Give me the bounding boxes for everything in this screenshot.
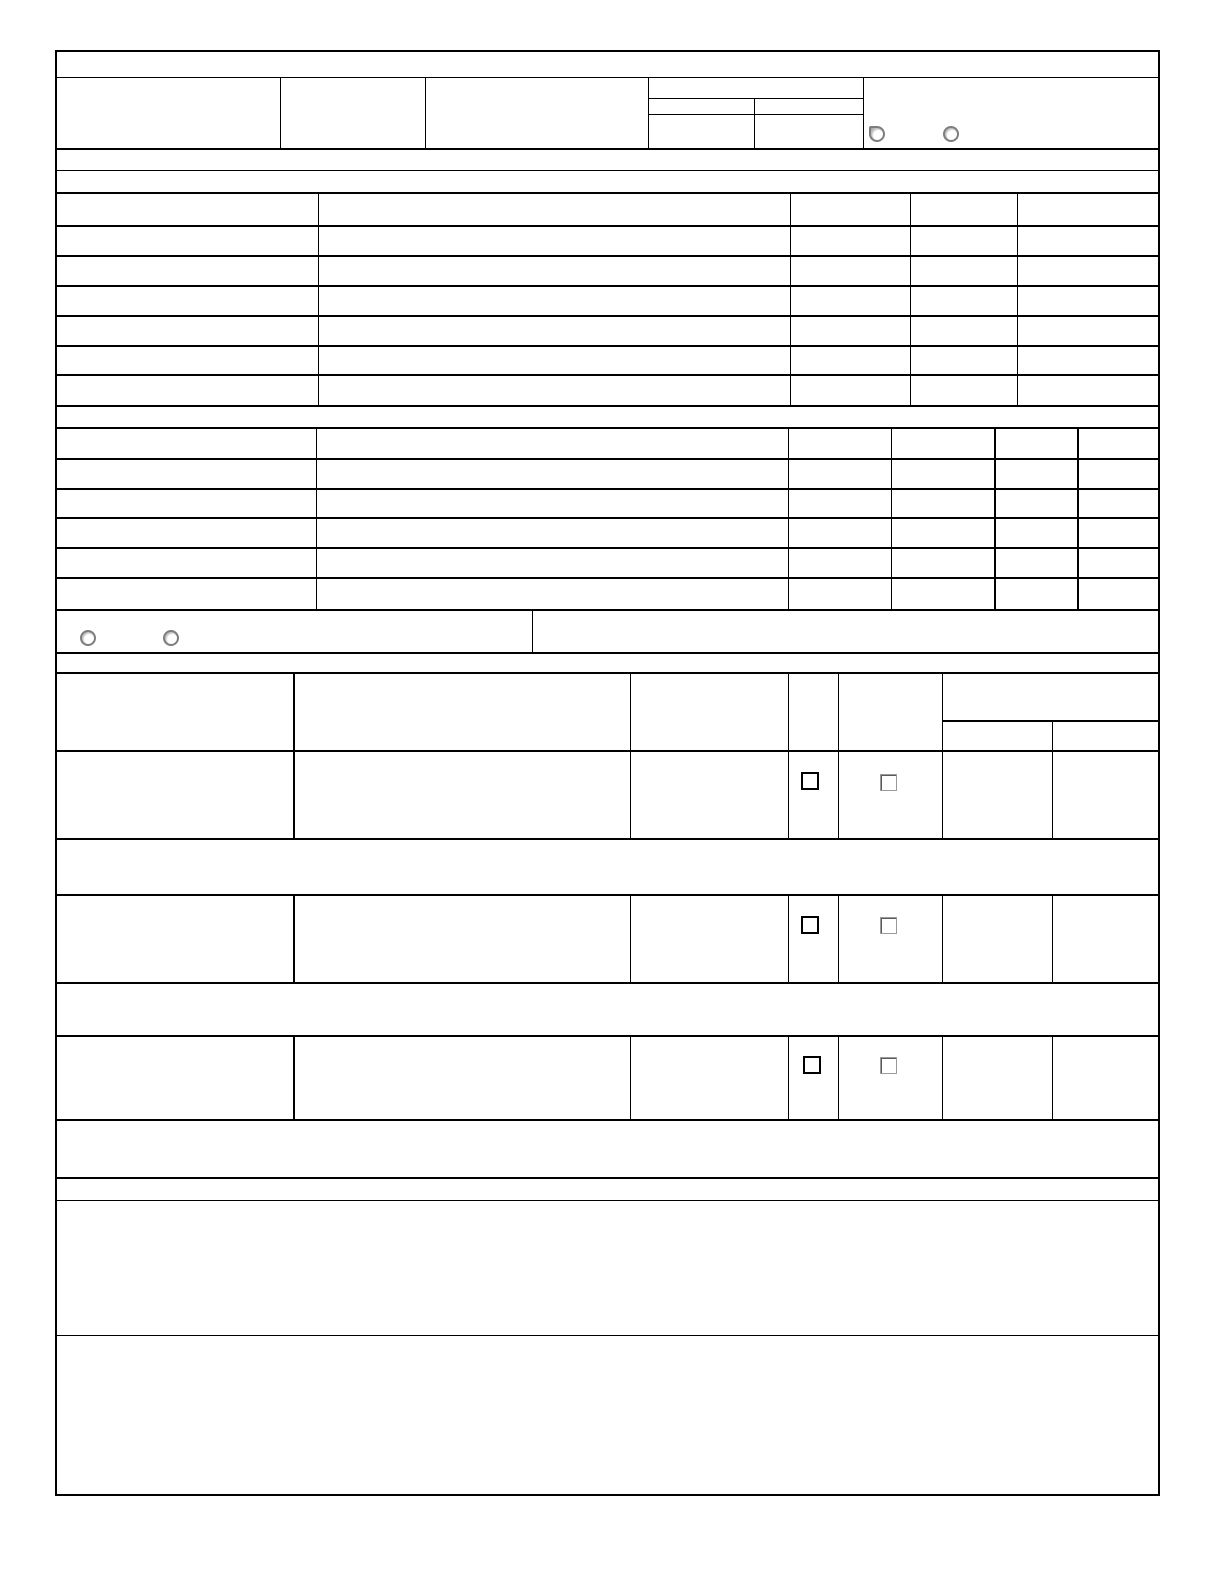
- table-a-row-rule: [57, 285, 1158, 287]
- item-2-checkbox-disabled: [880, 917, 897, 934]
- table-b-top-rule: [57, 427, 1158, 429]
- items-col-divider: [838, 894, 839, 982]
- option-row-field[interactable]: [534, 611, 1156, 651]
- signature-area[interactable]: [57, 1337, 1158, 1492]
- item-3-top-rule: [57, 1035, 1158, 1037]
- item-1-checkbox-disabled: [880, 774, 897, 791]
- option-row-bottom-rule: [57, 652, 1158, 654]
- table-a-row-rule: [57, 374, 1158, 376]
- table-a-row-rule: [57, 315, 1158, 317]
- table-a-row-rule: [57, 225, 1158, 227]
- option-radio-2[interactable]: [163, 630, 179, 646]
- header-field-1[interactable]: [57, 78, 279, 147]
- item-1-notes[interactable]: [57, 840, 1158, 893]
- items-header-top-rule: [57, 672, 1158, 674]
- item-3-notes[interactable]: [57, 1121, 1158, 1176]
- item-3-checkbox[interactable]: [803, 1056, 821, 1074]
- remarks-top-rule: [57, 1177, 1158, 1179]
- table-a-row-rule: [57, 345, 1158, 347]
- table-b-row-rule: [57, 458, 1158, 460]
- items-col-divider: [630, 894, 631, 982]
- table-b-row-rule: [57, 488, 1158, 490]
- header-field-3[interactable]: [426, 78, 647, 147]
- items-header-subrule: [942, 720, 1158, 722]
- remarks-area[interactable]: [57, 1202, 1158, 1334]
- remarks-header-rule: [57, 1200, 1158, 1201]
- items-col-divider: [788, 1035, 789, 1119]
- table-a-row-rule: [57, 255, 1158, 257]
- remarks-bottom-rule: [57, 1335, 1158, 1336]
- items-col-divider: [1052, 894, 1053, 982]
- items-col-divider: [788, 672, 789, 838]
- item-2-top-rule: [57, 894, 1158, 896]
- items-header-bottom-rule: [57, 750, 1158, 752]
- item-1-checkbox[interactable]: [801, 772, 819, 790]
- items-col-divider: [293, 894, 295, 982]
- section-rule: [57, 192, 1158, 194]
- header-field-2[interactable]: [281, 78, 424, 147]
- header-radio-option-2[interactable]: [943, 126, 959, 142]
- items-col-divider: [942, 894, 943, 982]
- item-2-notes[interactable]: [57, 984, 1158, 1034]
- header-bottom-rule: [57, 148, 1158, 150]
- form-frame: [55, 50, 1160, 1496]
- items-col-divider: [293, 672, 295, 838]
- item-2-checkbox[interactable]: [801, 916, 819, 934]
- header-divider: [863, 77, 864, 148]
- items-col-divider: [942, 672, 943, 838]
- header-field-4a[interactable]: [649, 115, 753, 147]
- table-b-row-rule: [57, 517, 1158, 519]
- option-radio-1[interactable]: [80, 630, 96, 646]
- table-b-row-rule: [57, 577, 1158, 579]
- items-col-divider: [838, 1035, 839, 1119]
- header-radio-option-1[interactable]: [869, 126, 885, 142]
- items-col-divider: [788, 894, 789, 982]
- items-col-divider: [1052, 1035, 1053, 1119]
- item-3-checkbox-disabled: [880, 1057, 897, 1074]
- items-col-divider: [630, 1035, 631, 1119]
- table-b-row-rule: [57, 547, 1158, 549]
- section-rule: [57, 170, 1158, 171]
- items-col-divider: [942, 1035, 943, 1119]
- header-subrule: [648, 98, 863, 99]
- items-col-divider: [1052, 720, 1053, 838]
- items-col-divider: [293, 1035, 295, 1119]
- option-row-divider: [532, 609, 533, 652]
- header-field-4b[interactable]: [755, 115, 862, 147]
- items-col-divider: [630, 672, 631, 838]
- items-col-divider: [838, 672, 839, 838]
- table-a-bottom-rule: [57, 405, 1158, 407]
